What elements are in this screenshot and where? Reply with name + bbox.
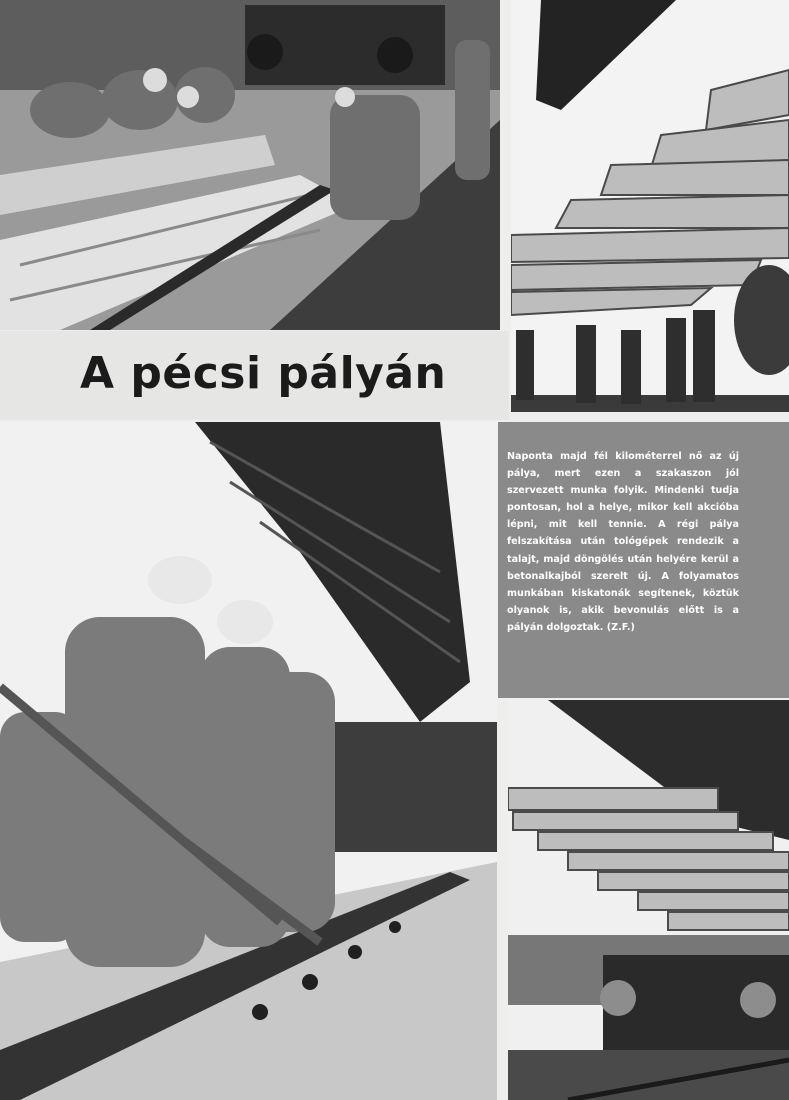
photo-soldiers-rail: [0, 422, 497, 1100]
page-title: A pécsi pályán: [80, 348, 447, 399]
photo-sleepers-crane-top: [511, 0, 789, 412]
photo-sleepers-crane-bottom: [508, 700, 789, 1100]
photo-track-workers: [0, 0, 500, 330]
article-body: Naponta majd fél kilométerrel nő az új pálya, mert ezen a szakaszon jól szervezett munka folyik. Mindenki tudja pontosan, hol a helye, mikor kell akcióba lépni, mit kell tennie. A régi pálya felszakítása után tológépek rendezik a talajt, majd döngölés után helyére kerül a betonalkajból szerelt új. A folyamatos munkában kiskatonák segítenek, köztük olyanok is, akik bevonulás előtt is a pályán dolgoztak. (Z.F.): [507, 451, 739, 633]
